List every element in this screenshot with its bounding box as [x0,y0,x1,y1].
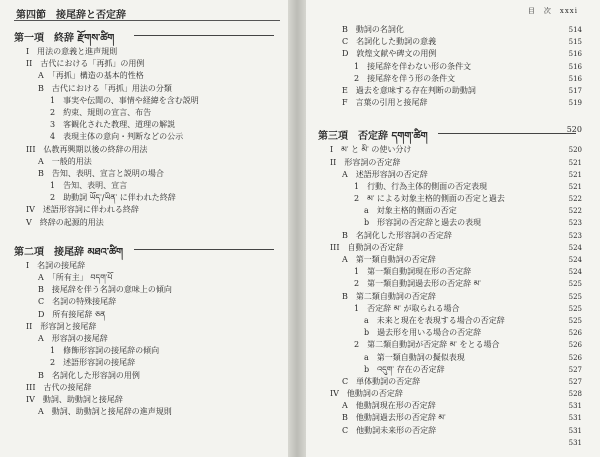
toc-page-number: 514 [568,26,582,34]
toc-entry-text: 1 接尾辞を伴わない形の条件文 [354,61,472,71]
toc-page-number: 522 [568,195,582,204]
toc-entry [318,412,582,424]
toc-entry-text: 2 第一類自動詞過去形の否定辞 མ་ [354,279,481,289]
toc-entry-text: II 古代における「再抓」の用例 [26,59,145,69]
section-title: 第一項 終辞 རྫོགས་ཚིག [14,33,115,44]
toc-entry-text: D 所有接尾辞 ཅན [38,309,106,319]
toc-entry [318,205,582,217]
toc-entry [318,24,582,36]
toc-page-number: 525 [568,292,582,301]
toc-entry-text: IV 他動詞の否定辞 [330,389,403,399]
left-toc [14,27,280,418]
section-heading [14,27,280,44]
toc-page-number: 531 [568,414,582,423]
toc-page-number: 531 [568,438,582,447]
toc-entry [318,303,582,315]
toc-entry [14,260,280,272]
toc-entry-text: B 名詞化した形容詞の用例 [38,370,140,380]
toc-entry-text: IV 述語形容詞に伴われる終辞 [26,205,139,215]
toc-entry-text: IV 動詞、助動詞と接尾辞 [26,394,123,404]
toc-entry-text: B 古代における「再抓」用法の分類 [38,83,172,93]
toc-page-number: 521 [568,158,582,167]
toc-page-number: 524 [568,268,582,277]
toc-entry [14,321,280,333]
toc-entry [14,394,280,406]
toc-entry-text: A 一般的用法 [38,156,92,166]
toc-page-number: 516 [568,74,582,83]
toc-page-number: 523 [568,219,582,228]
toc-entry [318,437,582,449]
toc-entry [318,400,582,412]
toc-entry [318,352,582,364]
toc-entry-text: B 動詞の名詞化 [342,25,404,34]
toc-entry [318,376,582,388]
toc-entry [318,425,582,437]
toc-entry-text: a 対象主格的側面の否定 [364,206,457,216]
toc-entry [14,406,280,418]
toc-page-number: 526 [568,341,582,350]
toc-entry [14,131,280,143]
toc-entry [318,217,582,229]
left-page [0,0,288,457]
toc-entry-text: I མ་ と མི་ の使い分け [330,145,412,155]
running-header: 目 次 xxxi [527,7,578,15]
toc-entry-text: a 未来と現在を表現する場合の否定辞 [364,315,505,325]
toc-entry-text: 2 述語形容詞の接尾辞 [50,358,136,368]
toc-entry [318,315,582,327]
toc-entry-text: V 終辞の起源的用法 [26,217,104,227]
heading-rule [134,249,274,250]
toc-entry-text: 1 告知、表明、宣言 [50,181,128,191]
toc-entry [14,345,280,357]
toc-page-number: 525 [568,280,582,289]
toc-entry [318,73,582,85]
book-gutter [288,0,306,457]
toc-page-number: 526 [568,329,582,338]
toc-entry [318,254,582,266]
toc-entry [318,266,582,278]
toc-entry [318,339,582,351]
toc-entry-text: C 名詞の特殊接尾辞 [38,297,117,307]
toc-entry [318,97,582,109]
toc-page-number: 519 [568,99,582,108]
toc-entry [318,36,582,48]
toc-entry [14,357,280,369]
toc-entry-text: 2 接尾辞を伴う形の条件文 [354,73,456,83]
toc-page-number: 515 [568,38,582,47]
toc-page-number: 528 [568,390,582,399]
toc-entry [14,284,280,296]
toc-entry-text: D 敦煌文献や碑文の用例 [342,49,437,59]
toc-entry [318,144,582,156]
toc-entry-text: A 述語形容詞の否定辞 [342,169,428,179]
toc-entry [318,169,582,181]
toc-page-number: 522 [568,207,582,216]
section-title: 第三項 否定辞 དགག་ཚིག [318,131,428,143]
toc-entry [14,144,280,156]
toc-page-number: 524 [568,243,582,252]
toc-entry-text: B 名詞化した形容詞の否定辞 [342,230,452,240]
toc-entry-text: 2 མ་ による対象主格的側面の否定と過去 [354,194,505,204]
toc-entry [318,181,582,193]
toc-page-number: 521 [568,182,582,191]
toc-entry-text: b 過去形を用いる場合の否定辞 [364,328,482,338]
chapter-header: 第四節 接尾辞と否定辞 [14,6,280,21]
toc-page-number: 525 [568,316,582,325]
toc-entry [318,364,582,376]
toc-entry-text: A 形容詞の接尾辞 [38,333,108,343]
toc-entry-text: 1 否定辞 མ་ が取られる場合 [354,303,460,313]
toc-entry [14,333,280,345]
toc-entry-text: II 形容詞と接尾辞 [26,321,97,331]
toc-entry-text: 1 修飾形容詞の接尾辞の傾向 [50,346,160,356]
toc-entry [318,278,582,290]
toc-entry-text: III 自動詞の否定辞 [330,242,404,252]
toc-entry [14,180,280,192]
toc-page-number: 526 [568,353,582,362]
toc-page-number: 531 [568,426,582,435]
toc-entry-text: 1 事実や伝聞の、事情や経緯を含む説明 [50,95,199,105]
section-heading [14,241,280,258]
toc-entry [318,85,582,97]
toc-page-number: 520 [568,146,582,155]
toc-entry-text: 1 第一類自動詞現在形の否定辞 [354,267,472,277]
toc-page-number: 516 [568,50,582,59]
toc-entry-text: F 言葉の引用と接尾辞 [342,98,428,108]
toc-entry-text: 3 客観化された教理、道理の解説 [50,120,176,130]
toc-entry [14,272,280,284]
toc-entry-text: b 形容詞の否定辞と過去の表現 [364,218,482,228]
toc-entry-text: III 古代の接尾辞 [26,382,92,392]
toc-entry [14,156,280,168]
heading-rule [134,35,274,36]
toc-entry-text: II 形容詞の否定辞 [330,157,401,167]
toc-entry [318,61,582,73]
toc-entry-text: 2 第二類自動詞が否定辞 མ་ をとる場合 [354,340,500,350]
toc-entry-text: A 「所有主」 བདག་པོ [38,273,113,282]
toc-entry-text: A 「再抓」構造の基本的性格 [38,71,144,81]
toc-page-number: 527 [568,377,582,386]
toc-entry [14,119,280,131]
toc-entry [14,58,280,70]
toc-page-number: 524 [568,256,582,264]
toc-entry [14,309,280,321]
toc-entry [318,48,582,60]
toc-entry-text: III 仏教再興期以後の終辞の用法 [26,144,148,154]
toc-entry-text: B 他動詞過去形の否定辞 མ་ [342,413,446,423]
toc-page-number: 525 [568,304,582,313]
right-page [306,0,600,457]
toc-entry [14,107,280,119]
toc-entry [318,291,582,303]
toc-entry-text: A 他動詞現在形の否定辞 [342,401,436,411]
toc-entry-text: C 単体動詞の否定辞 [342,376,421,386]
toc-page-number: 527 [568,365,582,374]
toc-entry [14,83,280,95]
toc-entry [14,204,280,216]
right-toc-top [318,24,582,119]
toc-entry [318,327,582,339]
toc-entry-text: A 第一類自動詞の否定辞 [342,255,436,264]
toc-entry [14,168,280,180]
toc-entry-text: 1 行動、行為主体的側面の否定表現 [354,181,488,191]
toc-entry-text: B 接尾辞を伴う名詞の意味上の傾向 [38,285,172,295]
section-heading [318,125,582,143]
toc-entry-text: B 告知、表明、宣言と説明の場合 [38,168,164,178]
toc-entry-text: B 第二類自動詞の否定辞 [342,291,436,301]
toc-page-number: 521 [568,170,582,179]
right-toc [318,144,582,449]
toc-entry-text: C 名詞化した動詞の意義 [342,37,437,47]
toc-entry [318,193,582,205]
toc-entry [14,370,280,382]
toc-entry [14,46,280,58]
toc-entry-text: E 過去を意味する存在判断の助動詞 [342,85,476,95]
toc-entry-text: 4 表現主体の意向・判断などの公示 [50,132,184,142]
toc-entry [14,95,280,107]
toc-entry-text: a 第一類自動詞の擬似表現 [364,352,465,362]
toc-page-number: 516 [568,62,582,71]
toc-entry [14,192,280,204]
section-page: 520 [566,125,582,135]
toc-entry [14,296,280,308]
toc-entry [318,388,582,400]
toc-entry-text: 2 助動詞 ཡོད་/ཡིན་ に伴われた終辞 [50,193,176,203]
toc-entry [318,157,582,169]
toc-entry-text: b འདུག་ 存在の否定辞 [364,364,445,374]
toc-entry [14,70,280,82]
toc-entry-text: A 動詞、助動詞と接尾辞の進声規則 [38,407,172,417]
toc-entry [14,382,280,394]
toc-entry [318,242,582,254]
heading-rule [438,133,576,134]
toc-entry-text: I 用法の意義と進声規則 [26,47,118,56]
toc-entry-text: C 他動詞未来形の否定辞 [342,425,437,435]
toc-page-number: 523 [568,231,582,240]
toc-entry [318,230,582,242]
toc-entry-text: I 名詞の接尾辞 [26,260,86,270]
section-title: 第二項 接尾辞 མཐའ་ཚིག [14,246,124,258]
toc-entry-text: 2 約束、規則の宣言、布告 [50,107,152,117]
toc-page-number: 517 [568,86,582,95]
toc-page-number: 531 [568,402,582,411]
toc-entry [14,217,280,229]
